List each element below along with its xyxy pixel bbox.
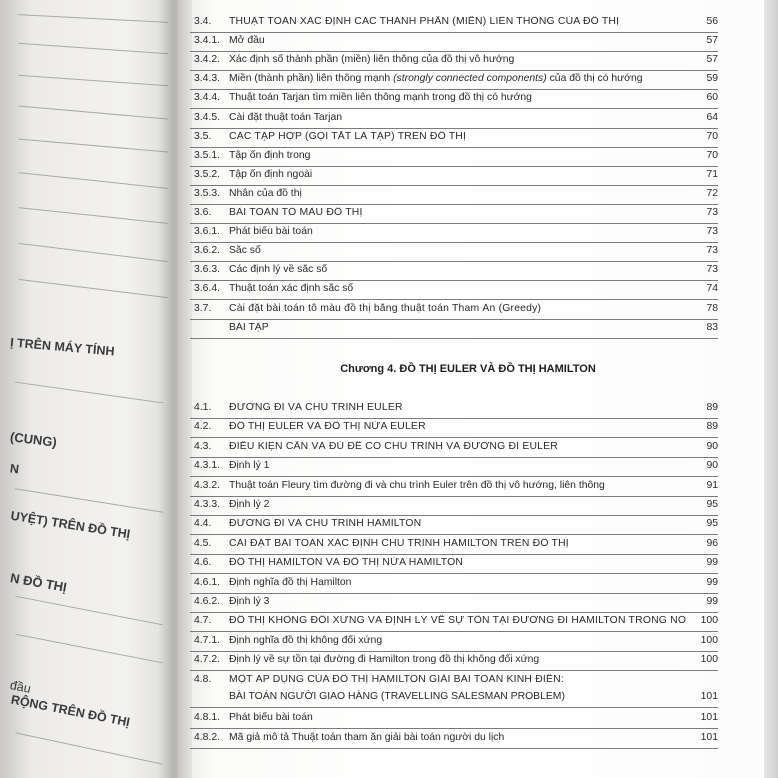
toc-entry-title: Mã giả mô tả Thuật toán tham ăn giải bài toán người du lịch <box>229 731 505 743</box>
toc-entry-title: CÁC TẬP HỢP (GỌI TẮT LÀ TẬP) TRÊN ĐỒ THỊ <box>229 130 467 142</box>
toc-leader-line <box>190 319 718 320</box>
toc-leader-line <box>190 612 718 613</box>
toc-entry <box>194 635 718 652</box>
toc-entry <box>194 226 718 243</box>
toc-entry-number: 3.4.5. <box>194 111 220 123</box>
toc-entry <box>194 518 718 535</box>
toc-entry-title: MỘT ÁP DỤNG CỦA ĐỒ THỊ HAMILTON GIẢI BÀI TOÁN KINH ĐIỂN: <box>229 673 564 685</box>
toc-leader-line <box>190 166 718 167</box>
left-page-fragment: (CUNG) <box>9 429 58 450</box>
toc-entry-number: 4.6.2. <box>194 596 220 607</box>
toc-leader-line <box>190 534 718 535</box>
toc-entry-page: 57 <box>706 54 718 66</box>
toc-entry-page: 91 <box>706 479 718 491</box>
toc-entry-page: 73 <box>706 226 718 238</box>
toc-leader-line <box>190 670 718 671</box>
toc-entry-title: Các định lý về sắc số <box>229 264 328 276</box>
toc-entry-page: 78 <box>706 302 718 314</box>
toc-entry-title: ĐỒ THỊ KHÔNG ĐỐI XỨNG VÀ ĐỊNH LÝ VỀ SỰ TỒN TẠI ĐƯỜNG ĐI HAMILTON TRONG NÓ <box>229 615 687 627</box>
left-page-rule <box>18 207 167 224</box>
toc-entry-number: 3.6.1. <box>194 226 220 238</box>
toc-entry <box>194 460 718 477</box>
toc-entry-title: Định lý 2 <box>229 499 270 510</box>
left-page-rule <box>18 105 168 119</box>
toc-entry-title: Định nghĩa đồ thị Hamilton <box>229 576 352 588</box>
chapter-4-heading: Chương 4. ĐỒ THỊ EULER VÀ ĐỒ THỊ HAMILTON <box>340 363 596 375</box>
toc-leader-line <box>190 573 718 574</box>
toc-entry <box>194 169 718 186</box>
toc-entry <box>194 499 718 516</box>
toc-entry-page: 71 <box>706 168 718 180</box>
toc-leader-line <box>190 515 718 516</box>
toc-entry <box>194 557 718 574</box>
toc-entry-number: 4.7.2. <box>194 654 220 666</box>
toc-entry-title: Sắc số <box>229 245 261 257</box>
toc-leader-line <box>190 185 718 186</box>
left-page-fragment: N ĐỒ THỊ <box>9 570 68 595</box>
toc-entry <box>194 712 718 729</box>
toc-entry <box>194 441 718 458</box>
toc-entry-page: 57 <box>706 35 718 47</box>
toc-entry-number: 3.5.3. <box>194 187 220 199</box>
toc-leader-line <box>190 204 718 205</box>
toc-entry <box>194 92 718 109</box>
toc-entry-title: CÀI ĐẶT BÀI TOÁN XÁC ĐỊNH CHU TRÌNH HAMILTON TRÊN ĐỒ THỊ <box>229 537 569 549</box>
toc-entry-title: ĐỒ THỊ HAMILTON VÀ ĐỒ THỊ NỬA HAMILTON <box>229 557 464 569</box>
toc-leader-line <box>190 748 718 749</box>
toc-leader-line <box>190 338 718 339</box>
toc-entry <box>194 732 718 749</box>
toc-entry-number: 3.6. <box>194 207 212 218</box>
left-page-fragment: đầu <box>8 678 33 696</box>
toc-entry-title: ĐƯỜNG ĐI VÀ CHU TRÌNH EULER <box>229 402 403 413</box>
left-page-fragment: UYỆT) TRÊN ĐỒ THỊ <box>9 508 132 542</box>
toc-leader-line <box>190 631 718 632</box>
toc-entry-title: Phát biểu bài toán <box>229 226 313 238</box>
toc-leader-line <box>190 496 718 497</box>
toc-leader-line <box>190 108 718 109</box>
toc-entry-page: 73 <box>706 264 718 276</box>
toc-entry-title: Cài đặt thuật toán Tarjan <box>229 111 343 123</box>
toc-entry-page: 99 <box>706 557 718 569</box>
toc-entry <box>194 596 718 613</box>
toc-leader-line <box>190 223 718 224</box>
toc-entry-page: 70 <box>706 130 718 142</box>
left-page-rule <box>18 43 168 54</box>
toc-entry-number: 4.3.1. <box>194 460 220 472</box>
toc-entry-page: 101 <box>700 731 718 743</box>
left-page-rule <box>16 732 163 764</box>
toc-entry <box>194 16 718 33</box>
toc-entry <box>194 674 718 708</box>
toc-entry-number: 4.4. <box>194 518 212 530</box>
toc-entry <box>194 538 718 555</box>
toc-entry-number: 3.4.3. <box>194 73 220 85</box>
left-page-rule <box>15 382 164 404</box>
toc-entry <box>194 421 718 438</box>
toc-entry-number: 4.7.1. <box>194 634 220 646</box>
toc-entry-number: 3.4.1. <box>194 35 220 47</box>
left-page-rule <box>18 243 167 262</box>
toc-entry-title: Thuật toán xác định sắc số <box>229 283 354 295</box>
toc-leader-line <box>190 457 718 458</box>
toc-entry-title: Mở đầu <box>229 35 265 47</box>
toc-entry-page: 99 <box>706 576 718 588</box>
toc-leader-line <box>190 728 718 729</box>
toc-leader-line <box>190 280 718 281</box>
toc-leader-line <box>190 32 718 33</box>
toc-entry-page: 101 <box>700 690 718 702</box>
left-page-rule <box>15 596 162 626</box>
toc-leader-line <box>190 476 718 477</box>
toc-entry-number: 3.4.4. <box>194 92 220 104</box>
toc-entry-title: ĐIỀU KIỆN CẦN VÀ ĐỦ ĐỂ CÓ CHU TRÌNH VÀ ĐƯỜNG ĐI EULER <box>229 440 558 452</box>
toc-entry-page: 89 <box>706 402 718 413</box>
toc-entry-title: Định lý 3 <box>229 596 270 607</box>
toc-entry-title: Thuật toán Tarjan tìm miền liên thông mạnh trong đồ thị có hướng <box>229 92 532 104</box>
left-page-fragment: Ị TRÊN MÁY TÍNH <box>9 335 116 359</box>
toc-entry-title: THUẬT TOÁN XÁC ĐỊNH CÁC THÀNH PHẦN (MIỀN) LIÊN THÔNG CỦA ĐỒ THỊ <box>229 16 620 27</box>
toc-entry-page: 100 <box>700 654 718 666</box>
toc-entry-page: 70 <box>706 149 718 161</box>
toc-entry-title: BÀI TẬP <box>229 321 269 333</box>
toc-entry-page: 100 <box>700 615 718 627</box>
toc-leader-line <box>190 554 718 555</box>
toc-entry-title-continued: BÀI TOÁN NGƯỜI GIAO HÀNG (TRAVELLING SALESMAN PROBLEM) <box>229 690 565 702</box>
toc-entry <box>194 245 718 262</box>
toc-entry <box>194 35 718 52</box>
toc-entry-number: 3.7. <box>194 302 212 314</box>
toc-entry <box>194 402 718 419</box>
toc-entry-number: 4.8.2. <box>194 731 220 743</box>
toc-entry-page: 95 <box>706 518 718 530</box>
toc-entry-page: 60 <box>706 92 718 104</box>
toc-entry-page: 83 <box>706 321 718 333</box>
toc-leader-line <box>190 89 718 90</box>
toc-entry-number: 4.1. <box>194 402 212 413</box>
toc-entry-number: 4.7. <box>194 615 212 627</box>
toc-entry-number: 4.3. <box>194 440 212 452</box>
toc-entry-number: 3.5.2. <box>194 168 220 180</box>
toc-entry-page: 59 <box>706 73 718 85</box>
toc-entry <box>194 283 718 300</box>
toc-entry-page: 56 <box>706 16 718 27</box>
left-page-fragment: N <box>9 461 20 477</box>
toc-leader-line <box>190 261 718 262</box>
toc-entry <box>194 73 718 90</box>
toc-leader-line <box>190 707 718 708</box>
toc-entry-page: 96 <box>706 537 718 549</box>
toc-entry-title: Thuật toán Fleury tìm đường đi và chu trình Euler trên đồ thị vô hướng, liên thông <box>229 479 605 491</box>
left-page-rule <box>15 634 162 664</box>
toc-entry-title: Xác định số thành phần (miền) liên thông của đồ thị vô hướng <box>229 54 515 66</box>
toc-entry-title: Định nghĩa đồ thị không đối xứng <box>229 634 383 646</box>
toc-entry <box>194 207 718 224</box>
toc-leader-line <box>190 128 718 129</box>
toc-leader-line <box>190 299 718 300</box>
toc-entry-number: 3.5. <box>194 130 212 142</box>
toc-entry-title: ĐỒ THỊ EULER VÀ ĐỒ THỊ NỬA EULER <box>229 421 426 433</box>
toc-entry-number: 3.6.4. <box>194 283 220 295</box>
left-page-fragment: RỘNG TRÊN ĐỒ THỊ <box>9 692 132 730</box>
left-page <box>0 0 178 778</box>
toc-leader-line <box>190 437 718 438</box>
left-page-rule <box>18 138 168 152</box>
toc-entry-title: Định lý về sự tồn tại đường đi Hamilton trong đồ thị không đối xứng <box>229 654 540 666</box>
left-page-rule <box>18 172 167 189</box>
toc-leader-line <box>190 51 718 52</box>
toc-entry <box>194 303 718 320</box>
left-page-rule <box>15 488 163 512</box>
toc-entry-title: Nhân của đồ thị <box>229 187 302 199</box>
toc-entry-page: 95 <box>706 499 718 510</box>
toc-entry-page: 99 <box>706 596 718 607</box>
toc-entry-page: 89 <box>706 421 718 433</box>
toc-leader-line <box>190 242 718 243</box>
toc-entry-number: 4.6. <box>194 557 212 569</box>
toc-entry <box>194 480 718 497</box>
toc-entry-page: 90 <box>706 460 718 472</box>
toc-entry-page: 74 <box>706 283 718 295</box>
toc-entry <box>194 112 718 129</box>
left-page-rule <box>18 75 168 86</box>
toc-entry-title: Phát biểu bài toán <box>229 712 313 724</box>
toc-entry <box>194 54 718 71</box>
page-edge <box>764 0 778 778</box>
toc-entry <box>194 150 718 167</box>
toc-entry-number: 4.8. <box>194 673 212 685</box>
toc-entry-title: Định lý 1 <box>229 460 270 472</box>
toc-entry-page: 100 <box>700 634 718 646</box>
toc-entry-number: 4.8.1. <box>194 712 220 724</box>
toc-entry <box>194 322 718 339</box>
toc-entry-title: ĐƯỜNG ĐI VÀ CHU TRÌNH HAMILTON <box>229 518 422 530</box>
toc-entry-number: 4.5. <box>194 537 212 549</box>
toc-entry-page: 73 <box>706 245 718 257</box>
toc-leader-line <box>190 147 718 148</box>
toc-entry <box>194 654 718 671</box>
toc-entry <box>194 131 718 148</box>
left-page-rule <box>18 14 168 23</box>
toc-entry-title: Miền (thành phần) liên thông mạnh (strongly connected components) của đồ thị có hướng <box>229 73 643 85</box>
toc-entry-number: 4.3.3. <box>194 499 220 510</box>
toc-entry-number: 3.6.3. <box>194 264 220 276</box>
toc-entry-page: 90 <box>706 440 718 452</box>
toc-entry <box>194 577 718 594</box>
toc-leader-line <box>190 418 718 419</box>
toc-entry-number: 3.6.2. <box>194 245 220 257</box>
toc-entry-number: 4.3.2. <box>194 479 220 491</box>
toc-entry-page: 64 <box>706 111 718 123</box>
left-page-rule <box>18 279 167 298</box>
toc-leader-line <box>190 70 718 71</box>
toc-entry-page: 73 <box>706 207 718 218</box>
toc-entry-page: 101 <box>700 712 718 724</box>
toc-leader-line <box>190 651 718 652</box>
toc-entry-number: 3.5.1. <box>194 149 220 161</box>
toc-entry-title: BÀI TOÁN TÔ MÀU ĐỒ THỊ <box>229 207 363 218</box>
toc-entry-number: 3.4.2. <box>194 54 220 66</box>
toc-entry-title: Tập ổn định ngoài <box>229 168 313 180</box>
toc-leader-line <box>190 593 718 594</box>
book-gutter-shadow <box>158 0 192 778</box>
toc-entry-number: 4.6.1. <box>194 576 220 588</box>
toc-entry-number: 4.2. <box>194 421 212 433</box>
toc-entry-title: Cài đặt bài toán tô màu đồ thị bằng thuật toán Tham Ăn (Greedy) <box>229 302 542 314</box>
toc-entry-number: 3.4. <box>194 16 212 27</box>
toc-entry <box>194 188 718 205</box>
toc-entry <box>194 264 718 281</box>
toc-entry-page: 72 <box>706 187 718 199</box>
toc-entry-title: Tập ổn định trong <box>229 149 311 161</box>
toc-entry <box>194 615 718 632</box>
